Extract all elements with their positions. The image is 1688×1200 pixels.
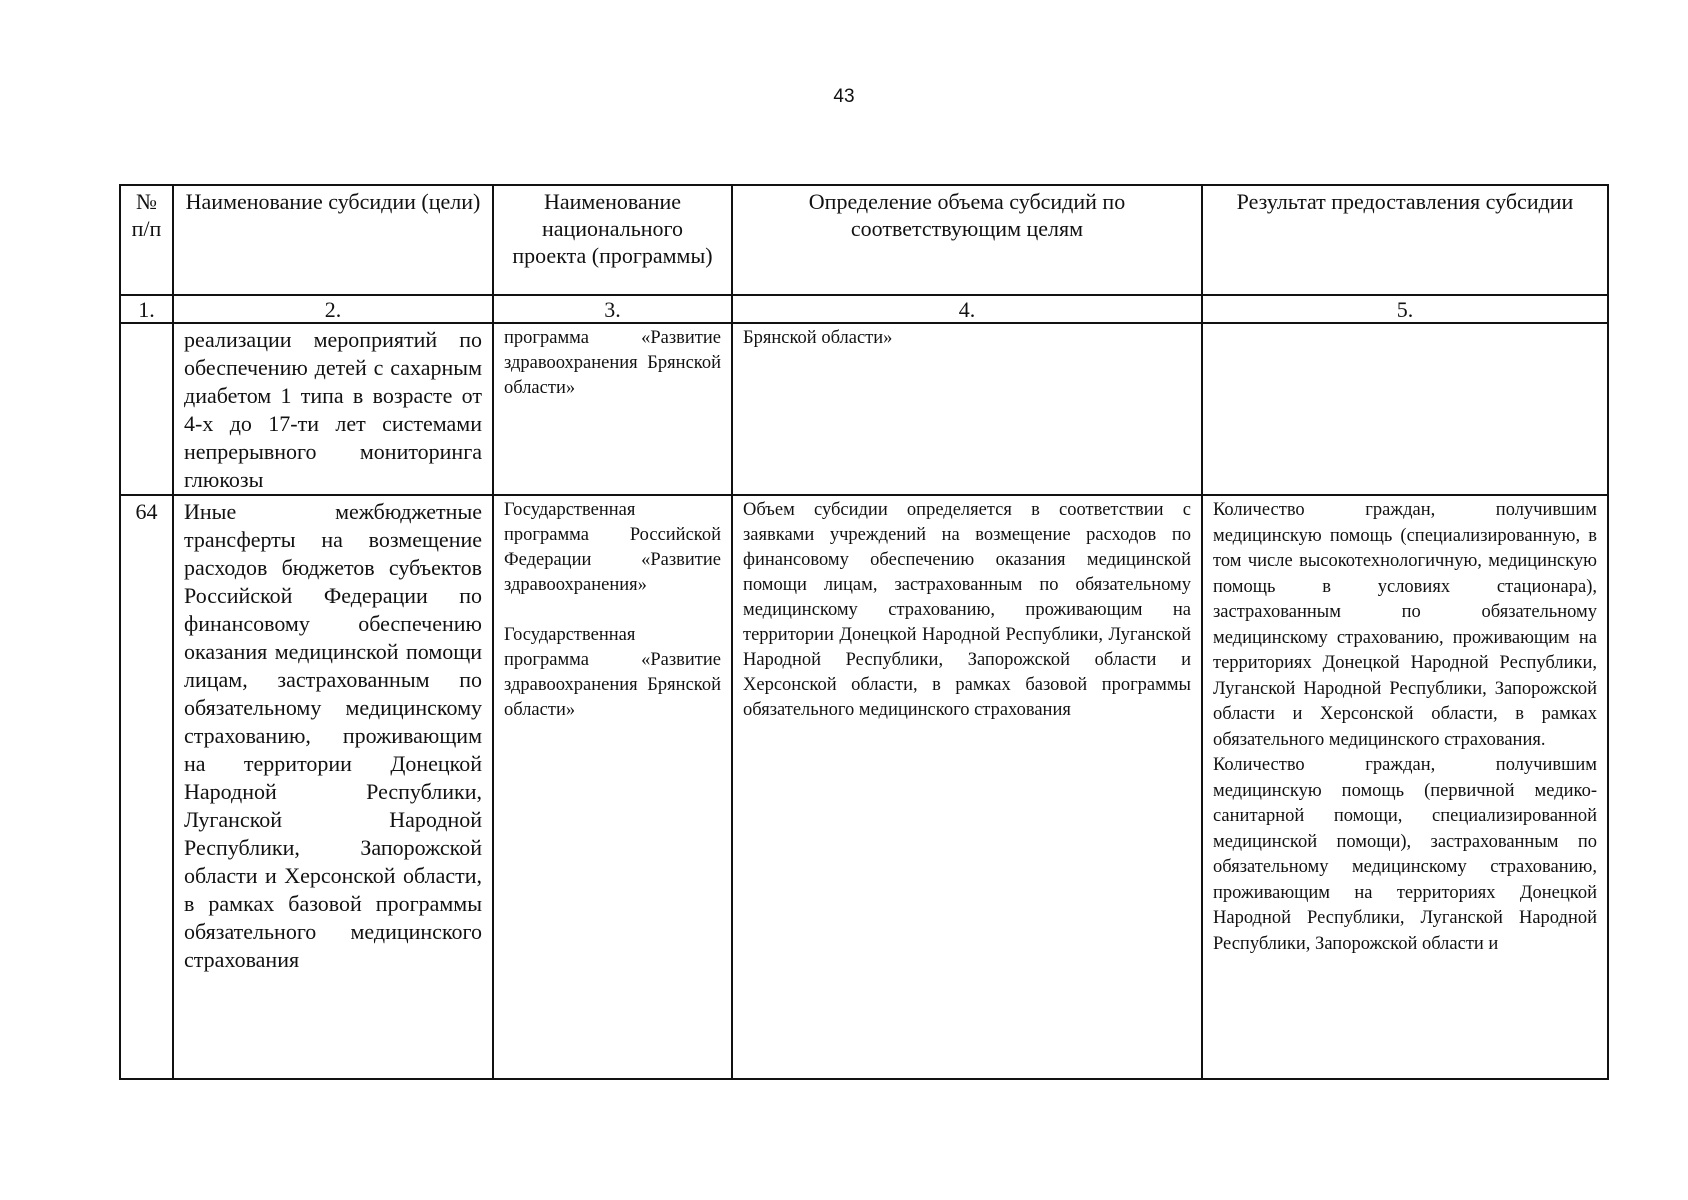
row-number	[120, 323, 173, 495]
subsidy-name-cell: Иные межбюджетные трансферты на возмещение расходов бюджетов субъектов Российской Федерации по финансовому обеспечению оказания медицинской помощи лицам, застрахованным по обязательному медицинскому страхованию, проживающим на территории Донецкой Народной Республики, Луганской Народной Республики, Запорожской области и Херсонской области, в рамках базовой программы обязательного медицинского страхования	[173, 495, 493, 1079]
result-paragraph-2: Количество граждан, получившим медицинскую помощь (первичной медико-санитарной помощи, специализированной медицинской помощи), застрахованным по обязательному медицинскому страхованию, проживающим на территориях Донецкой Народной Республики, Луганской Народной Республики, Запорожской области и	[1213, 755, 1597, 954]
table-row	[120, 323, 1608, 495]
volume-definition-cell: Объем субсидии определяется в соответствии с заявками учреждений на возмещение расходов по финансовому обеспечению оказания медицинской помощи лицам, застрахованным по обязательному медицинскому страхованию, проживающим на территории Донецкой Народной Республики, Луганской Народной Республики, Запорожской области и Херсонской области, в рамках базовой программы обязательного медицинского страхования	[732, 495, 1202, 1079]
page-number: 43	[833, 86, 855, 107]
column-numbers-row	[120, 295, 1608, 323]
project-name-cell: программа «Развитие здравоохранения Брянской области»	[493, 323, 732, 495]
project-name-regional: Государственная программа «Развитие здравоохранения Брянской области»	[504, 625, 721, 720]
project-name-cell	[493, 495, 732, 1079]
header-number: № п/п	[120, 185, 173, 295]
header-result: Результат предоставления субсидии	[1202, 185, 1608, 295]
result-cell	[1202, 323, 1608, 495]
column-number: 1.	[120, 295, 173, 323]
table-header-row	[120, 185, 1608, 295]
column-number: 3.	[493, 295, 732, 323]
subsidy-table	[119, 184, 1609, 1080]
header-project-name: Наименование национального проекта (программы)	[493, 185, 732, 295]
project-name-federal: Государственная программа Российской Федерации «Развитие здравоохранения»	[504, 500, 721, 595]
volume-definition-cell: Брянской области»	[732, 323, 1202, 495]
header-subsidy-name: Наименование субсидии (цели)	[173, 185, 493, 295]
header-volume-definition: Определение объема субсидий по соответствующим целям	[732, 185, 1202, 295]
result-cell	[1202, 495, 1608, 1079]
row-number: 64	[120, 495, 173, 1079]
column-number: 2.	[173, 295, 493, 323]
column-number: 5.	[1202, 295, 1608, 323]
table-row	[120, 495, 1608, 1079]
result-paragraph-1: Количество граждан, получившим медицинскую помощь (специализированную, в том числе высокотехнологичную, медицинскую помощь в условиях стационара), застрахованным по обязательному медицинскому страхованию, проживающим на территориях Донецкой Народной Республики, Луганской Народной Республики, Запорожской области и Херсонской области, в рамках обязательного медицинского страхования.	[1213, 500, 1597, 750]
column-number: 4.	[732, 295, 1202, 323]
subsidy-name-cell: реализации мероприятий по обеспечению детей с сахарным диабетом 1 типа в возрасте от 4-х до 17-ти лет системами непрерывного мониторинга глюкозы	[173, 323, 493, 495]
